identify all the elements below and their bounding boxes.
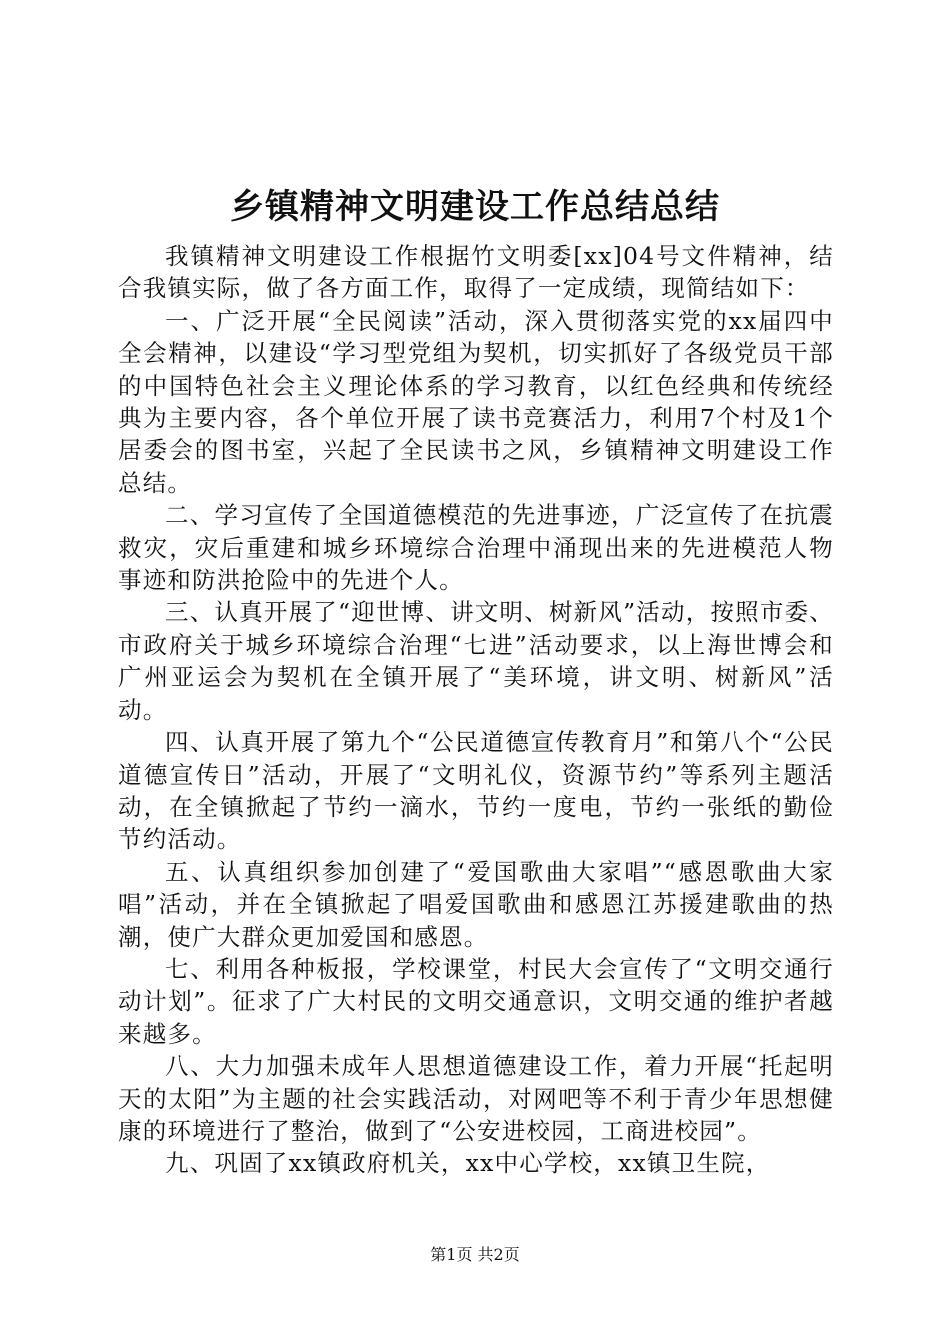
paragraph-section-9: 九、巩固了xx镇政府机关，xx中心学校，xx镇卫生院，	[165, 1149, 771, 1178]
paragraph-section-3: 三、认真开展了“迎世博、讲文明、树新风”活动，按照市委、市政府关于城乡环境综合治理“七进”活动要求，以上海世博会和广州亚运会为契机在全镇开展了“美环境，讲文明、树新风”活动。	[118, 598, 834, 724]
paragraph-section-1: 一、广泛开展“全民阅读”活动，深入贯彻落实党的xx届四中全会精神，以建设“学习型党组为契机，切实抓好了各级党员干部的中国特色社会主义理论体系的学习教育，以红色经典和传统经典为主要内容，各个单位开展了读书竞赛活力，利用7个村及1个居委会的图书室，兴起了全民读书之风，乡镇精神文明建设工作总结。	[118, 306, 834, 497]
page-number-footer: 第1页 共2页	[430, 1245, 520, 1264]
document-title: 乡镇精神文明建设工作总结总结	[230, 187, 720, 227]
paragraph-section-7: 七、利用各种板报，学校课堂，村民大会宣传了“文明交通行动计划”。征求了广大村民的文明交通意识，文明交通的维护者越来越多。	[118, 954, 834, 1048]
document-body	[118, 240, 834, 1180]
paragraph-section-2: 二、学习宣传了全国道德模范的先进事迹，广泛宣传了在抗震救灾，灾后重建和城乡环境综合治理中涌现出来的先进模范人物事迹和防洪抢险中的先进个人。	[118, 501, 834, 595]
paragraph-section-8: 八、大力加强未成年人思想道德建设工作，着力开展“托起明天的太阳”为主题的社会实践活动，对网吧等不利于青少年思想健康的环境进行了整治，做到了“公安进校园，工商进校园”。	[118, 1052, 834, 1145]
paragraph-section-5: 五、认真组织参加创建了“爱国歌曲大家唱”“感恩歌曲大家唱”活动，并在全镇掀起了唱爱国歌曲和感恩江苏援建歌曲的热潮，使广大群众更加爱国和感恩。	[118, 857, 834, 951]
paragraph-intro: 我镇精神文明建设工作根据竹文明委[xx]04号文件精神，结合我镇实际，做了各方面工作，取得了一定成绩，现简结如下：	[118, 242, 834, 303]
paragraph-section-4: 四、认真开展了第九个“公民道德宣传教育月”和第八个“公民道德宣传日”活动，开展了“文明礼仪，资源节约”等系列主题活动，在全镇掀起了节约一滴水，节约一度电，节约一张纸的勤俭节约活动。	[118, 728, 834, 854]
